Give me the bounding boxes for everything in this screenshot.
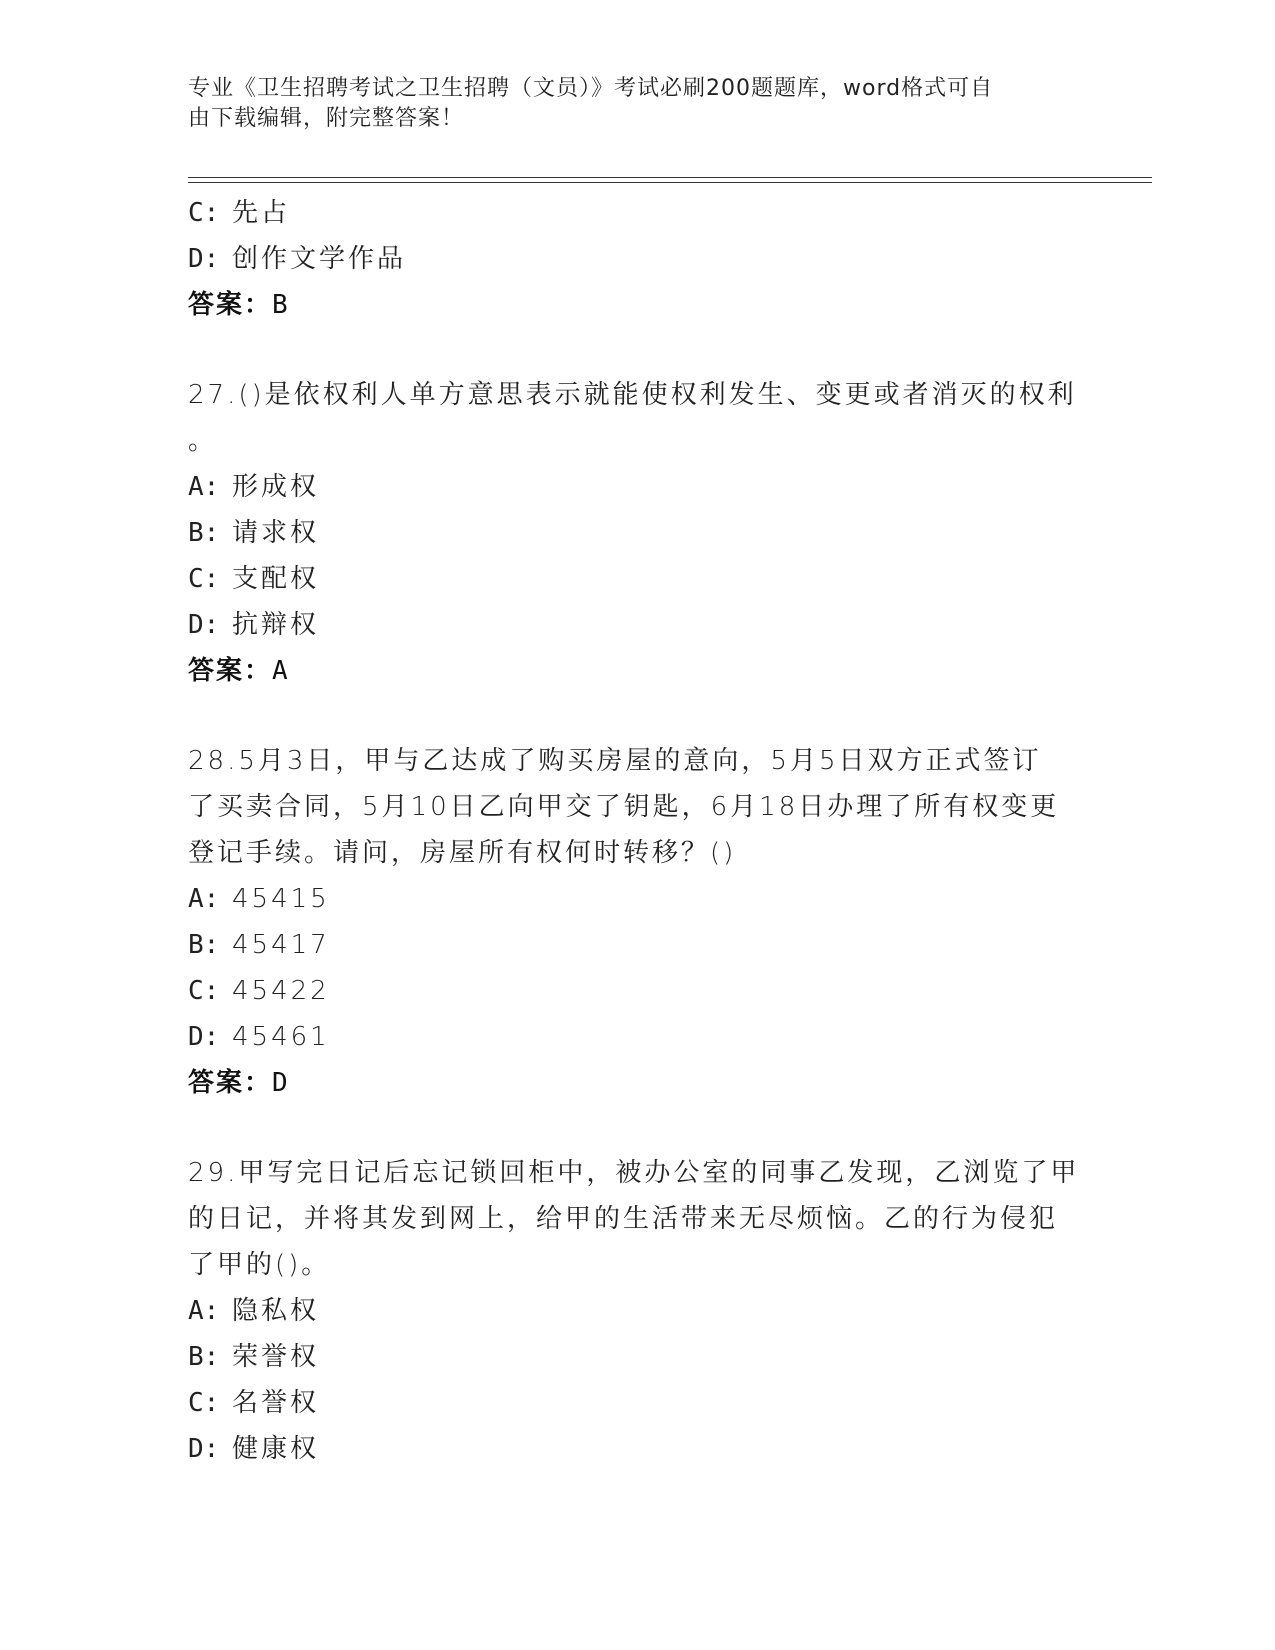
option-a — [188, 464, 1088, 510]
answer-line — [188, 648, 1088, 694]
option-letter: A: — [188, 1296, 220, 1326]
option-c — [188, 968, 1088, 1014]
option-text: 45422 — [232, 976, 330, 1006]
question-line: 28.5月3日，甲与乙达成了购买房屋的意向，5月5日双方正式签订 — [188, 746, 1042, 776]
option-c — [188, 1380, 1088, 1426]
option-d — [188, 1014, 1088, 1060]
option-letter: C: — [188, 198, 220, 228]
question-text — [188, 738, 1088, 876]
option-letter: D: — [188, 244, 220, 274]
option-text: 创作文学作品 — [232, 244, 407, 274]
header-line-1: 专业《卫生招聘考试之卫生招聘（文员）》考试必刷200题题库，word格式可自 — [188, 76, 994, 101]
question-29 — [188, 1150, 1088, 1472]
option-text: 荣誉权 — [232, 1342, 320, 1372]
question-27 — [188, 372, 1088, 694]
answer-value: B — [272, 290, 290, 320]
option-b — [188, 1334, 1088, 1380]
answer-line — [188, 1060, 1088, 1106]
option-letter: C: — [188, 1388, 220, 1418]
question-text — [188, 372, 1088, 464]
option-text: 健康权 — [232, 1434, 320, 1464]
question-line: 的日记，并将其发到网上，给甲的生活带来无尽烦恼。乙的行为侵犯 — [188, 1204, 1059, 1234]
option-a — [188, 1288, 1088, 1334]
option-letter: D: — [188, 1022, 220, 1052]
option-letter: B: — [188, 518, 220, 548]
option-letter: C: — [188, 564, 220, 594]
answer-line — [188, 282, 1088, 328]
question-line: 了甲的()。 — [188, 1250, 331, 1280]
answer-label: 答案： — [188, 656, 273, 686]
option-text: 45415 — [232, 884, 330, 914]
option-letter: A: — [188, 884, 220, 914]
option-letter: B: — [188, 930, 220, 960]
question-line: 29.甲写完日记后忘记锁回柜中，被办公室的同事乙发现，乙浏览了甲 — [188, 1158, 1080, 1188]
question-line: 。 — [188, 426, 218, 456]
header-divider-top — [188, 177, 1152, 178]
option-c — [188, 556, 1088, 602]
option-text: 请求权 — [232, 518, 320, 548]
answer-label: 答案： — [188, 1068, 273, 1098]
option-text: 45417 — [232, 930, 330, 960]
option-letter: C: — [188, 976, 220, 1006]
option-text: 隐私权 — [232, 1296, 320, 1326]
option-text: 45461 — [232, 1022, 330, 1052]
question-text — [188, 1150, 1088, 1288]
answer-value: D — [272, 1068, 290, 1098]
option-d — [188, 1426, 1088, 1472]
option-text: 抗辩权 — [232, 610, 320, 640]
option-a — [188, 876, 1088, 922]
document-header — [188, 74, 1068, 134]
document-body — [188, 190, 1088, 1472]
question-line: 了买卖合同，5月10日乙向甲交了钥匙，6月18日办理了所有权变更 — [188, 792, 1060, 822]
header-line-2: 由下载编辑，附完整答案！ — [188, 106, 465, 131]
option-text: 名誉权 — [232, 1388, 320, 1418]
option-text: 形成权 — [232, 472, 320, 502]
option-letter: B: — [188, 1342, 220, 1372]
question-line: 登记手续。请问，房屋所有权何时转移？() — [188, 838, 737, 868]
option-letter: D: — [188, 1434, 220, 1464]
option-text: 支配权 — [232, 564, 320, 594]
question-28 — [188, 738, 1088, 1106]
option-letter: A: — [188, 472, 220, 502]
option-letter: D: — [188, 610, 220, 640]
question-line: 27.()是依权利人单方意思表示就能使权利发生、变更或者消灭的权利 — [188, 380, 1077, 410]
question-26-tail — [188, 190, 1088, 328]
option-c — [188, 190, 1088, 236]
option-d — [188, 236, 1088, 282]
answer-value: A — [272, 656, 290, 686]
option-b — [188, 510, 1088, 556]
answer-label: 答案： — [188, 290, 273, 320]
header-divider-bottom — [188, 182, 1152, 183]
option-d — [188, 602, 1088, 648]
option-b — [188, 922, 1088, 968]
option-text: 先占 — [232, 198, 291, 228]
